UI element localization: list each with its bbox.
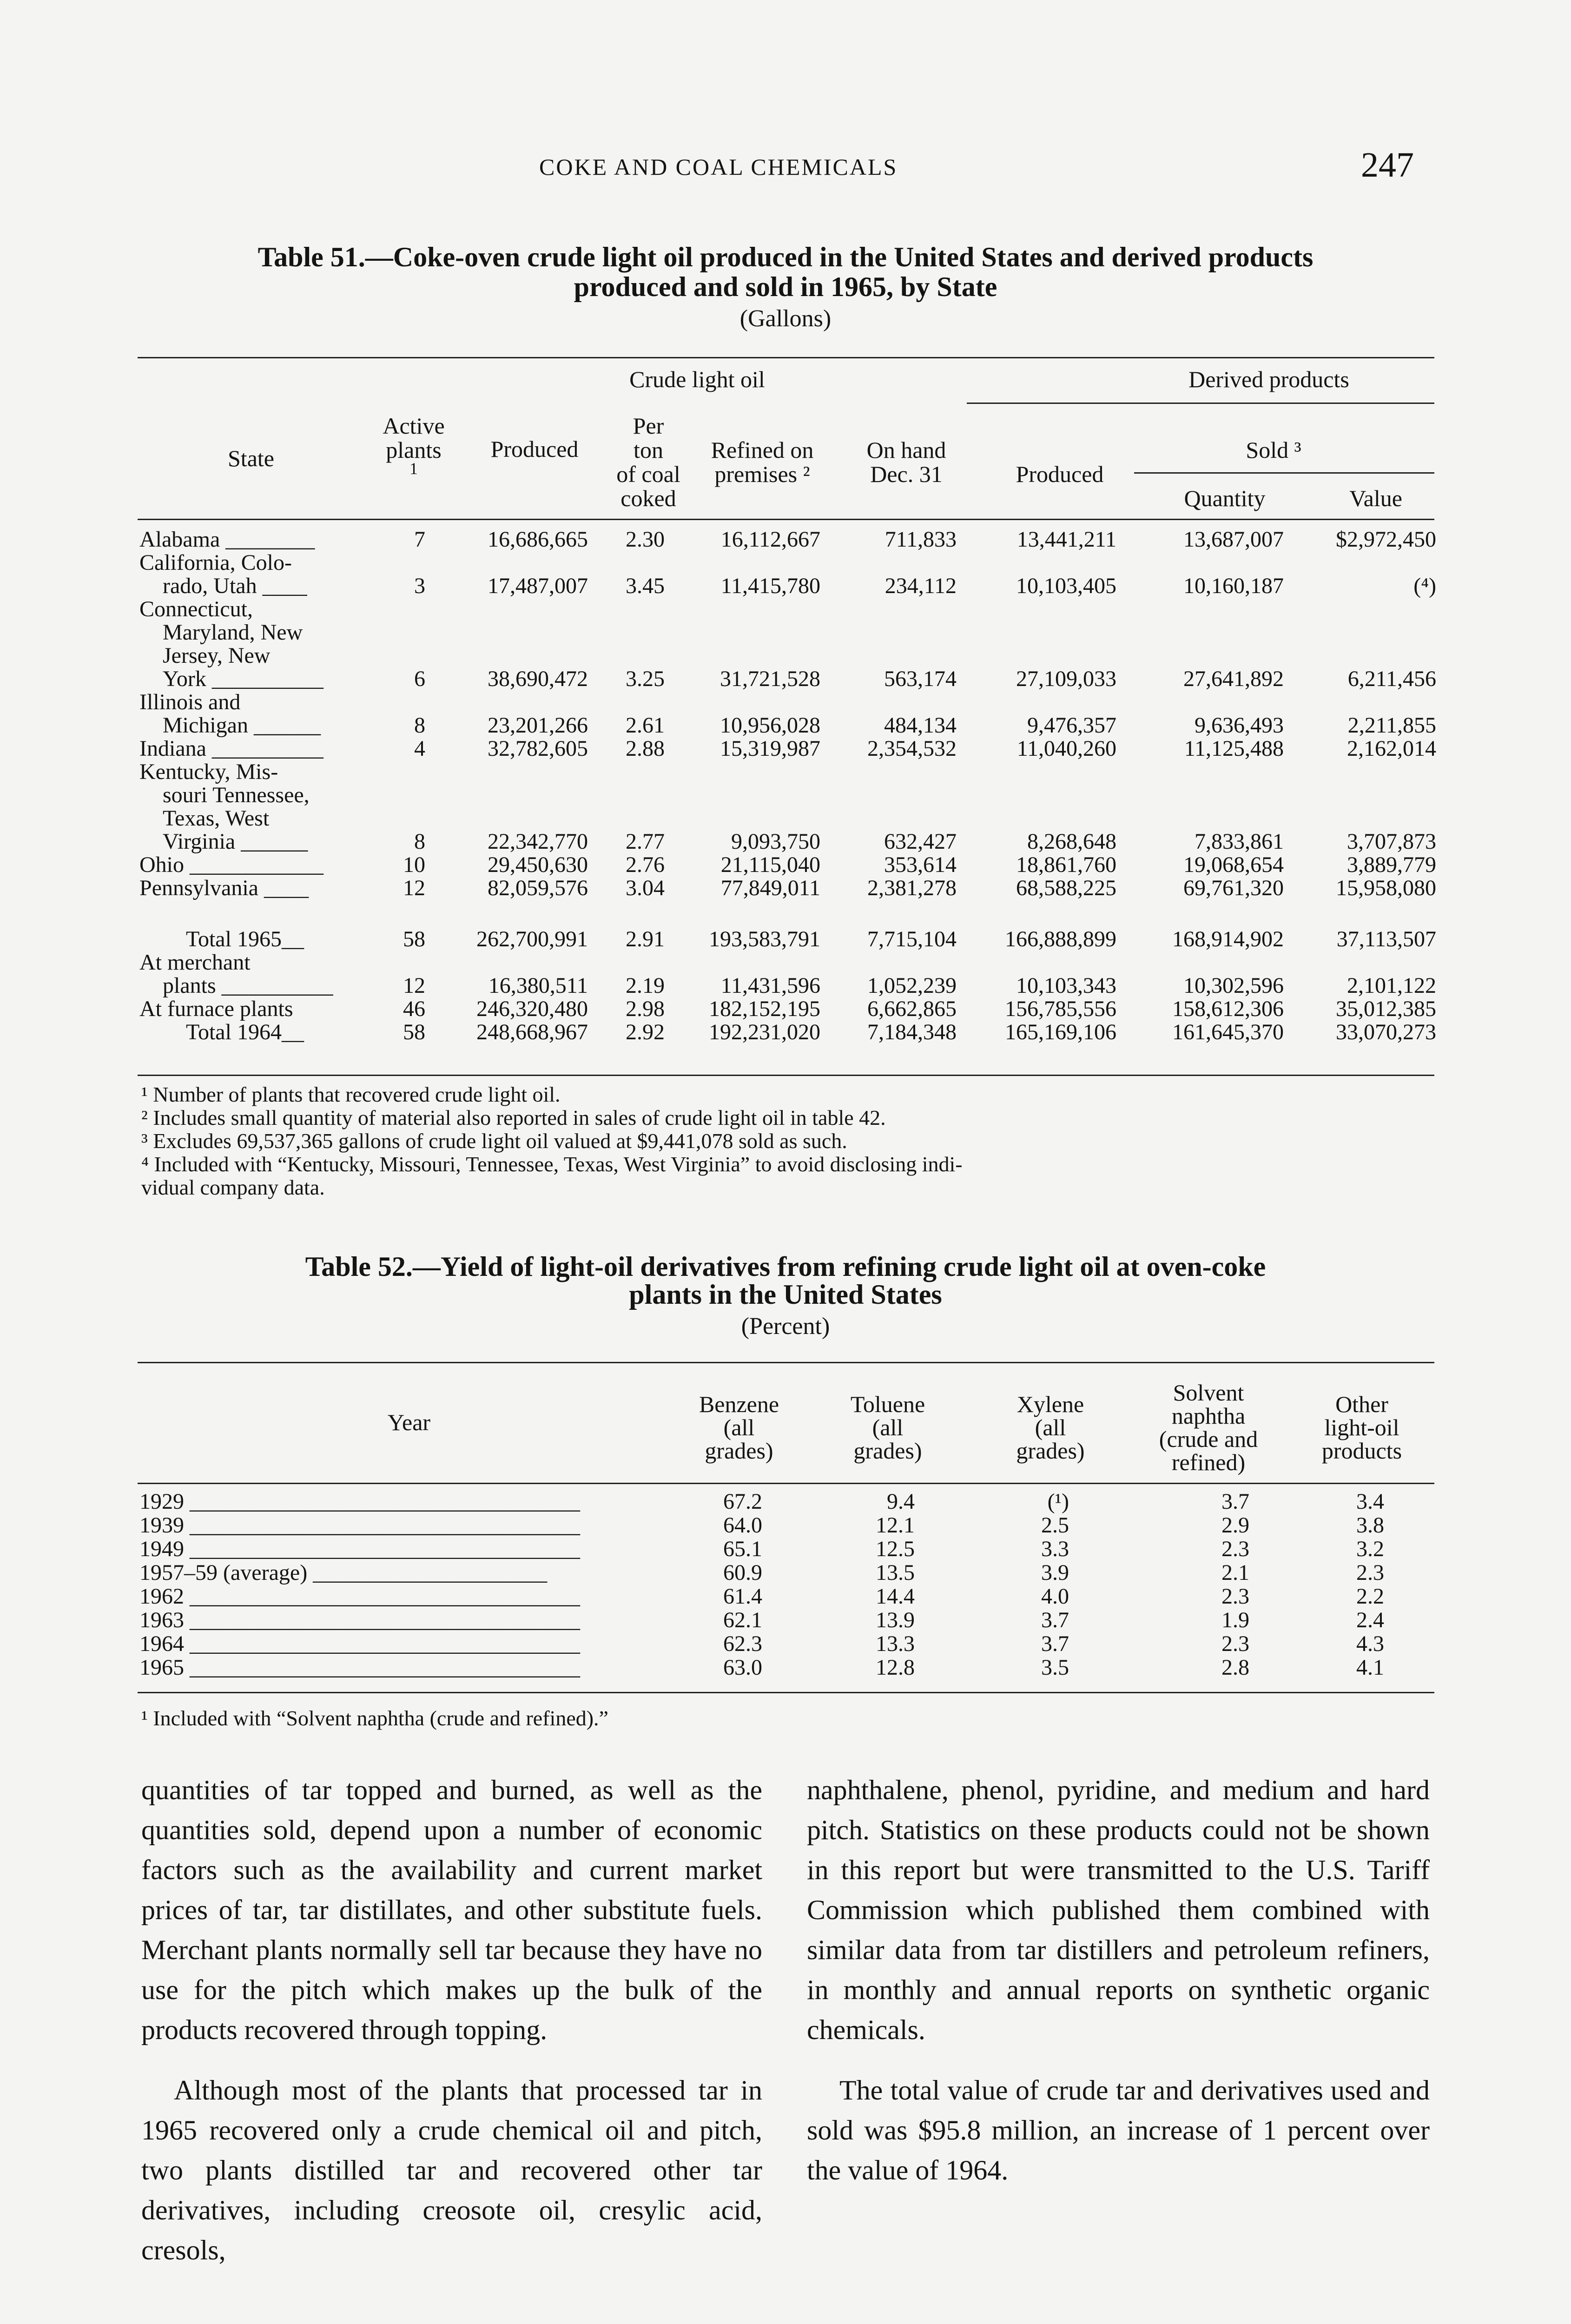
sold-rule	[1134, 472, 1434, 474]
table-51-footnote-3: ³ Excludes 69,537,365 gallons of crude light oil valued at $9,441,078 sold as such.	[141, 1129, 847, 1153]
state-cell: Jersey, New	[163, 643, 271, 668]
col-on-hand-1: On hand	[866, 437, 946, 463]
state-cell: Ohio ____________	[139, 852, 323, 877]
body-left-paragraph-2: Although most of the plants that processed tar in 1965 recovered only a crude chemical oil and pitch, two plants distilled tar and recovered other tar derivatives, including creosote oil, cresylic acid, cresols,	[141, 2075, 762, 2265]
xylene-cell: 3.5	[1041, 1655, 1069, 1680]
derived-group-rule	[967, 403, 1434, 404]
quantity-cell: 69,761,320	[1183, 876, 1284, 900]
on-hand-cell: 7,184,348	[867, 1020, 957, 1044]
col-solvent-header-line: (crude and	[1159, 1426, 1258, 1452]
on-hand-cell: 353,614	[884, 852, 957, 877]
per-ton-cell: 2.88	[626, 736, 665, 761]
xylene-cell: 3.7	[1041, 1631, 1069, 1656]
solvent-cell: 1.9	[1221, 1608, 1249, 1632]
per-ton-cell: 3.25	[626, 667, 665, 691]
benzene-cell: 62.1	[723, 1608, 762, 1632]
produced-cell: 16,686,665	[488, 527, 588, 552]
toluene-cell: 13.9	[876, 1608, 915, 1632]
table-51-bottom-rule	[138, 1075, 1434, 1076]
per-ton-cell: 2.61	[626, 713, 665, 738]
plants-cell: 46	[403, 997, 425, 1021]
quantity-cell: 11,125,488	[1184, 736, 1284, 761]
state-cell: Texas, West	[163, 806, 270, 831]
toluene-cell: 12.1	[876, 1513, 915, 1538]
produced-cell: 29,450,630	[488, 852, 588, 877]
other-cell: 2.2	[1356, 1584, 1384, 1609]
col-quantity: Quantity	[1184, 485, 1266, 511]
col-benzene-header-line: Benzene	[699, 1391, 779, 1417]
refined-cell: 16,112,667	[720, 527, 820, 552]
on-hand-cell: 7,715,104	[867, 927, 957, 951]
year-cell: 1965 ___________________________________	[139, 1655, 580, 1680]
produced-cell: 262,700,991	[476, 927, 588, 951]
on-hand-cell: 711,833	[885, 527, 957, 552]
d-produced-cell: 18,861,760	[1016, 852, 1116, 877]
plants-cell: 58	[403, 927, 425, 951]
state-cell: California, Colo-	[139, 550, 292, 575]
solvent-cell: 2.3	[1221, 1537, 1249, 1561]
quantity-cell: 10,160,187	[1183, 574, 1284, 598]
running-title: COKE AND COAL CHEMICALS	[539, 154, 898, 180]
benzene-cell: 67.2	[723, 1489, 762, 1514]
table-52-title-line2: plants in the United States	[629, 1279, 942, 1310]
year-cell: 1957–59 (average) _____________________	[139, 1560, 548, 1585]
year-cell: 1949 ___________________________________	[139, 1537, 580, 1561]
per-ton-cell: 2.76	[626, 852, 665, 877]
other-cell: 4.1	[1356, 1655, 1384, 1680]
per-ton-cell: 3.04	[626, 876, 665, 900]
xylene-cell: 3.3	[1041, 1537, 1069, 1561]
col-solvent-header-line: naphtha	[1171, 1403, 1246, 1429]
produced-cell: 82,059,576	[488, 876, 588, 900]
toluene-cell: 13.5	[876, 1560, 915, 1585]
table-51-footnote-4-cont: vidual company data.	[141, 1175, 325, 1199]
col-per-ton-3: of coal	[616, 461, 680, 487]
value-cell: 3,707,873	[1347, 829, 1436, 854]
benzene-cell: 63.0	[723, 1655, 762, 1680]
plants-cell: 8	[414, 829, 425, 854]
state-cell: Maryland, New	[163, 620, 303, 645]
state-cell: Total 1964__	[186, 1020, 304, 1044]
plants-cell: 58	[403, 1020, 425, 1044]
refined-cell: 193,583,791	[709, 927, 820, 951]
produced-cell: 17,487,007	[488, 574, 588, 598]
d-produced-cell: 68,588,225	[1016, 876, 1116, 900]
on-hand-cell: 632,427	[884, 829, 957, 854]
per-ton-cell: 2.30	[626, 527, 665, 552]
solvent-cell: 3.7	[1221, 1489, 1249, 1514]
produced-cell: 32,782,605	[488, 736, 588, 761]
col-on-hand-2: Dec. 31	[870, 461, 943, 487]
year-cell: 1964 ___________________________________	[139, 1631, 580, 1656]
refined-cell: 182,152,195	[709, 997, 820, 1021]
value-cell: 2,162,014	[1347, 736, 1436, 761]
value-cell: 33,070,273	[1336, 1020, 1436, 1044]
value-cell: 37,113,507	[1336, 927, 1436, 951]
col-xylene-header-line: grades)	[1016, 1438, 1085, 1464]
value-cell: 6,211,456	[1347, 667, 1436, 691]
plants-cell: 3	[414, 574, 425, 598]
quantity-cell: 161,645,370	[1172, 1020, 1284, 1044]
solvent-cell: 2.1	[1221, 1560, 1249, 1585]
per-ton-cell: 2.91	[626, 927, 665, 951]
col-toluene-header-line: grades)	[853, 1438, 922, 1464]
table-52-top-rule	[138, 1362, 1434, 1363]
col-xylene-header-line: (all	[1035, 1414, 1066, 1440]
on-hand-cell: 2,381,278	[867, 876, 957, 900]
d-produced-cell: 10,103,343	[1016, 973, 1116, 998]
col-xylene-header-line: Xylene	[1017, 1391, 1084, 1417]
toluene-cell: 12.8	[876, 1655, 915, 1680]
d-produced-cell: 13,441,211	[1017, 527, 1116, 552]
state-cell: Pennsylvania ____	[139, 876, 309, 900]
refined-cell: 77,849,011	[720, 876, 820, 900]
value-cell: (⁴)	[1413, 574, 1436, 598]
state-cell: Total 1965__	[186, 927, 304, 951]
other-cell: 4.3	[1356, 1631, 1384, 1656]
per-ton-cell: 2.19	[626, 973, 665, 998]
col-plants: plants	[386, 437, 442, 463]
body-column-left	[141, 1770, 762, 2270]
table-51-header-rule	[138, 519, 1434, 520]
col-other-header-line: light-oil	[1324, 1414, 1399, 1440]
quantity-cell: 158,612,306	[1172, 997, 1284, 1021]
table-52-header-rule	[138, 1483, 1434, 1484]
xylene-cell: 3.7	[1041, 1608, 1069, 1632]
d-produced-cell: 165,169,106	[1005, 1020, 1116, 1044]
col-toluene-header-line: (all	[872, 1414, 904, 1440]
produced-cell: 22,342,770	[488, 829, 588, 854]
d-produced-cell: 11,040,260	[1017, 736, 1116, 761]
table-51-title-line2: produced and sold in 1965, by State	[574, 271, 997, 302]
table-51-unit: (Gallons)	[739, 305, 832, 332]
other-cell: 2.3	[1356, 1560, 1384, 1585]
other-cell: 3.4	[1356, 1489, 1384, 1514]
col-solvent-header-line: Solvent	[1173, 1380, 1244, 1406]
col-sold: Sold ³	[1246, 437, 1301, 463]
on-hand-cell: 234,112	[885, 574, 957, 598]
benzene-cell: 60.9	[723, 1560, 762, 1585]
state-cell: At merchant	[139, 950, 251, 975]
on-hand-cell: 2,354,532	[867, 736, 957, 761]
state-cell: York __________	[163, 667, 323, 691]
state-cell: plants __________	[163, 973, 333, 998]
other-cell: 2.4	[1356, 1608, 1384, 1632]
produced-cell: 23,201,266	[488, 713, 588, 738]
col-plants-footnote: 1	[409, 459, 418, 478]
year-cell: 1962 ___________________________________	[139, 1584, 580, 1609]
col-year: Year	[387, 1409, 431, 1435]
xylene-cell: 3.9	[1041, 1560, 1069, 1585]
state-cell: Illinois and	[139, 690, 241, 714]
body-left-paragraph-1: quantities of tar topped and burned, as well as the quantities sold, depend upon a number of economic factors such as the availability and current market prices of tar, tar distillates, and other substitute fuels. Merchant plants normally sell tar because they have no use for the pitch which makes up the bulk of the products recovered through topping.	[141, 1775, 762, 2045]
col-other-header-line: products	[1321, 1438, 1402, 1464]
other-cell: 3.2	[1356, 1537, 1384, 1561]
value-cell: 15,958,080	[1336, 876, 1436, 900]
d-produced-cell: 27,109,033	[1016, 667, 1116, 691]
body-right-paragraph-2: The total value of crude tar and derivatives used and sold was $95.8 million, an increase of 1 percent over the value of 1964.	[807, 2075, 1430, 2185]
col-solvent-header-line: refined)	[1171, 1449, 1246, 1475]
table-52-bottom-rule	[138, 1692, 1434, 1693]
col-per-ton-2: ton	[634, 437, 663, 463]
d-produced-cell: 10,103,405	[1016, 574, 1116, 598]
plants-cell: 6	[414, 667, 425, 691]
quantity-cell: 168,914,902	[1172, 927, 1284, 951]
value-cell: 35,012,385	[1336, 997, 1436, 1021]
d-produced-cell: 156,785,556	[1005, 997, 1116, 1021]
table-52-unit: (Percent)	[741, 1313, 830, 1340]
solvent-cell: 2.9	[1221, 1513, 1249, 1538]
col-toluene-header-line: Toluene	[850, 1391, 925, 1417]
table-51-footnote-4: ⁴ Included with “Kentucky, Missouri, Tennessee, Texas, West Virginia” to avoid disclosing indi-	[141, 1152, 963, 1176]
state-cell: souri Tennessee,	[163, 783, 310, 807]
col-refined-1: Refined on	[711, 437, 814, 463]
solvent-cell: 2.3	[1221, 1631, 1249, 1656]
per-ton-cell: 2.92	[626, 1020, 665, 1044]
state-cell: Indiana __________	[139, 736, 323, 761]
per-ton-cell: 3.45	[626, 574, 665, 598]
produced-cell: 246,320,480	[476, 997, 588, 1021]
refined-cell: 10,956,028	[720, 713, 820, 738]
value-cell: $2,972,450	[1336, 527, 1436, 552]
state-cell: Michigan ______	[163, 713, 321, 738]
col-active: Active	[383, 413, 445, 439]
toluene-cell: 13.3	[876, 1631, 915, 1656]
group-derived-products: Derived products	[1188, 366, 1349, 392]
quantity-cell: 7,833,861	[1195, 829, 1284, 854]
produced-cell: 38,690,472	[488, 667, 588, 691]
state-cell: rado, Utah ____	[163, 574, 307, 598]
other-cell: 3.8	[1356, 1513, 1384, 1538]
plants-cell: 4	[414, 736, 425, 761]
solvent-cell: 2.8	[1221, 1655, 1249, 1680]
table-51-title-line1: Table 51.—Coke-oven crude light oil produced in the United States and derived products	[257, 242, 1314, 272]
xylene-cell: 4.0	[1041, 1584, 1069, 1609]
state-cell: Alabama ________	[139, 527, 315, 552]
col-per-ton-1: Per	[633, 413, 664, 439]
value-cell: 2,211,855	[1347, 713, 1436, 738]
on-hand-cell: 1,052,239	[867, 973, 957, 998]
refined-cell: 192,231,020	[709, 1020, 820, 1044]
refined-cell: 11,415,780	[720, 574, 820, 598]
on-hand-cell: 6,662,865	[867, 997, 957, 1021]
produced-cell: 16,380,511	[488, 973, 588, 998]
table-52-title-line1: Table 52.—Yield of light-oil derivatives from refining crude light oil at oven-coke	[305, 1251, 1266, 1282]
benzene-cell: 61.4	[723, 1584, 762, 1609]
quantity-cell: 9,636,493	[1195, 713, 1284, 738]
xylene-cell: (¹)	[1047, 1489, 1069, 1514]
year-cell: 1929 ___________________________________	[139, 1489, 580, 1514]
value-cell: 2,101,122	[1347, 973, 1436, 998]
produced-cell: 248,668,967	[476, 1020, 588, 1044]
refined-cell: 21,115,040	[720, 852, 820, 877]
plants-cell: 7	[414, 527, 425, 552]
col-derived-produced: Produced	[1016, 461, 1104, 487]
col-per-ton-4: coked	[620, 485, 676, 511]
on-hand-cell: 563,174	[884, 667, 957, 691]
plants-cell: 12	[403, 876, 425, 900]
refined-cell: 15,319,987	[720, 736, 820, 761]
col-produced: Produced	[490, 436, 579, 462]
state-cell: Connecticut,	[139, 597, 253, 621]
col-other-header-line: Other	[1335, 1391, 1388, 1417]
plants-cell: 10	[403, 852, 425, 877]
col-value: Value	[1349, 485, 1402, 511]
plants-cell: 8	[414, 713, 425, 738]
xylene-cell: 2.5	[1041, 1513, 1069, 1538]
d-produced-cell: 9,476,357	[1027, 713, 1116, 738]
toluene-cell: 14.4	[876, 1584, 915, 1609]
table-51-top-rule	[138, 357, 1434, 358]
toluene-cell: 9.4	[887, 1489, 915, 1514]
state-cell: At furnace plants	[139, 997, 293, 1021]
value-cell: 3,889,779	[1347, 852, 1436, 877]
col-benzene-header-line: grades)	[705, 1438, 773, 1464]
quantity-cell: 19,068,654	[1183, 852, 1284, 877]
refined-cell: 11,431,596	[720, 973, 820, 998]
on-hand-cell: 484,134	[884, 713, 957, 738]
plants-cell: 12	[403, 973, 425, 998]
per-ton-cell: 2.77	[626, 829, 665, 854]
year-cell: 1963 ___________________________________	[139, 1608, 580, 1632]
col-state: State	[228, 445, 274, 471]
table-51-footnote-2: ² Includes small quantity of material also reported in sales of crude light oil in table 42.	[141, 1106, 886, 1129]
page-number: 247	[1361, 145, 1414, 185]
per-ton-cell: 2.98	[626, 997, 665, 1021]
col-refined-2: premises ²	[714, 461, 810, 487]
quantity-cell: 13,687,007	[1183, 527, 1284, 552]
benzene-cell: 62.3	[723, 1631, 762, 1656]
d-produced-cell: 8,268,648	[1027, 829, 1116, 854]
refined-cell: 31,721,528	[720, 667, 820, 691]
quantity-cell: 10,302,596	[1183, 973, 1284, 998]
col-benzene-header-line: (all	[723, 1414, 755, 1440]
table-51-footnote-1: ¹ Number of plants that recovered crude light oil.	[141, 1083, 561, 1106]
state-cell: Kentucky, Mis-	[139, 759, 278, 784]
benzene-cell: 64.0	[723, 1513, 762, 1538]
toluene-cell: 12.5	[876, 1537, 915, 1561]
benzene-cell: 65.1	[723, 1537, 762, 1561]
refined-cell: 9,093,750	[731, 829, 820, 854]
state-cell: Virginia ______	[163, 829, 308, 854]
d-produced-cell: 166,888,899	[1005, 927, 1116, 951]
table-52-footnote: ¹ Included with “Solvent naphtha (crude and refined).”	[141, 1706, 608, 1730]
quantity-cell: 27,641,892	[1183, 667, 1284, 691]
body-column-right	[807, 1770, 1430, 2190]
solvent-cell: 2.3	[1221, 1584, 1249, 1609]
year-cell: 1939 ___________________________________	[139, 1513, 580, 1538]
group-crude-light-oil: Crude light oil	[629, 366, 765, 392]
body-right-paragraph-1: naphthalene, phenol, pyridine, and medium and hard pitch. Statistics on these products could not be shown in this report but were transmitted to the U.S. Tariff Commission which published them combined with similar data from tar distillers and petroleum refiners, in monthly and annual reports on synthetic organic chemicals.	[807, 1775, 1430, 2045]
